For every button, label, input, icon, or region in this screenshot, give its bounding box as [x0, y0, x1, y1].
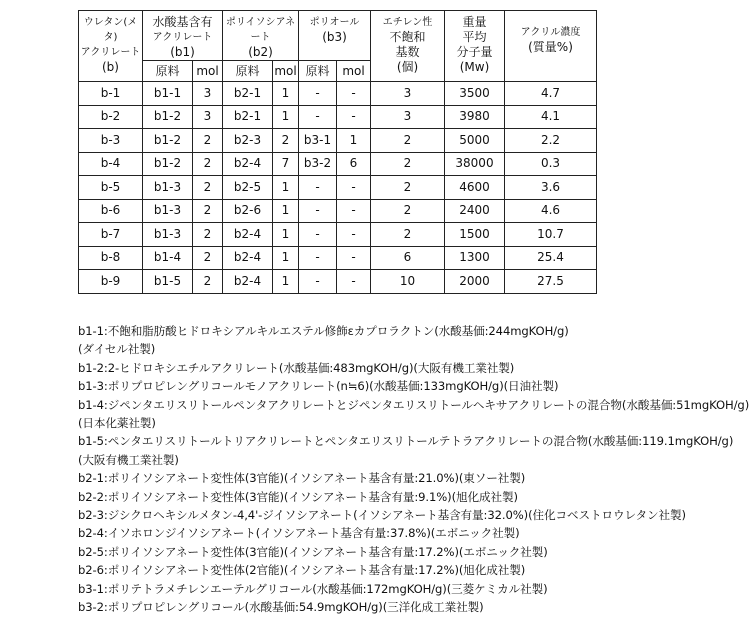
table-cell: b2-1 — [223, 82, 273, 106]
table-row — [79, 82, 597, 106]
table-cell: b1-2 — [143, 105, 193, 129]
table-cell: 2 — [193, 176, 223, 200]
note-line: b2-6:ポリイソシアネート変性体(2官能)(イソシアネート基含有量:17.2%)(旭化成社製) — [78, 561, 638, 579]
table-cell: 4600 — [445, 176, 505, 200]
table-cell: b1-1 — [143, 82, 193, 106]
note-line: b2-3:ジシクロヘキシルメタン-4,4'-ジイソシアネート(イソシアネート基含有量:32.0%)(住化コベストロウレタン社製) — [78, 506, 638, 524]
table-cell: 5000 — [445, 129, 505, 153]
header-mw-line3: 分子量 — [445, 45, 504, 60]
table-row — [79, 223, 597, 247]
table-cell: 4.1 — [505, 105, 597, 129]
spec-table — [78, 10, 597, 294]
table-cell: - — [299, 246, 337, 270]
table-cell: 10.7 — [505, 223, 597, 247]
table-cell: - — [299, 270, 337, 294]
table-cell: 3500 — [445, 82, 505, 106]
table-cell: - — [337, 223, 371, 247]
table-cell: 27.5 — [505, 270, 597, 294]
table-cell: 2.2 — [505, 129, 597, 153]
table-cell: b2-4 — [223, 152, 273, 176]
table-cell: 38000 — [445, 152, 505, 176]
table-row — [79, 176, 597, 200]
table-cell: 1 — [273, 82, 299, 106]
table-cell: 3 — [193, 105, 223, 129]
note-line: b1-5:ペンタエリスリトールトリアクリレートとペンタエリスリトールテトラアクリレートの混合物(水酸基価:119.1mgKOH/g) — [78, 432, 638, 450]
table-cell: - — [299, 223, 337, 247]
header-mw-line2: 平均 — [445, 30, 504, 45]
table-cell: - — [337, 270, 371, 294]
header-conc — [505, 11, 597, 82]
table-cell: b-4 — [79, 152, 143, 176]
header-b3-line2: (b3) — [299, 30, 370, 45]
table-row — [79, 199, 597, 223]
header-b1-line3: (b1) — [143, 45, 222, 60]
table-cell: b1-3 — [143, 223, 193, 247]
table-cell: b2-5 — [223, 176, 273, 200]
note-line: b1-1:不飽和脂肪酸ヒドロキシアルキルエステル修飾εカプロラクトン(水酸基価:244mgKOH/g) — [78, 322, 638, 340]
table-cell: - — [299, 199, 337, 223]
sub-header-cell: mol — [193, 61, 223, 82]
table-cell: b2-1 — [223, 105, 273, 129]
table-cell: 6 — [371, 246, 445, 270]
header-b1-line1: 水酸基含有 — [143, 15, 222, 30]
note-line: b3-1:ポリテトラメチレンエーテルグリコール(水酸基価:172mgKOH/g)(三菱ケミカル社製) — [78, 580, 638, 598]
note-line: b2-4:イソホロンジイソシアネート(イソシアネート基含有量:37.8%)(エボニック社製) — [78, 524, 638, 542]
table-cell: 4.7 — [505, 82, 597, 106]
table-cell: 2 — [193, 223, 223, 247]
table-cell: b1-2 — [143, 152, 193, 176]
table-cell: b2-4 — [223, 246, 273, 270]
header-b-line1: ウレタン(メタ) — [79, 15, 142, 45]
header-b1 — [143, 11, 223, 61]
table-cell: 2 — [193, 199, 223, 223]
note-line: b2-5:ポリイソシアネート変性体(3官能)(イソシアネート基含有量:17.2%)(エボニック社製) — [78, 543, 638, 561]
note-line: b2-2:ポリイソシアネート変性体(3官能)(イソシアネート基含有量:9.1%)(旭化成社製) — [78, 488, 638, 506]
table-cell: b1-3 — [143, 199, 193, 223]
table-row — [79, 270, 597, 294]
header-b2-line1: ポリイソシアネート — [223, 15, 298, 45]
table-cell: 1 — [273, 199, 299, 223]
notes-section — [78, 322, 638, 617]
note-line: (ダイセル社製) — [78, 340, 638, 358]
table-cell: 10 — [371, 270, 445, 294]
table-cell: 7 — [273, 152, 299, 176]
header-unsat-line1: エチレン性 — [371, 15, 444, 30]
sub-header-cell: 原料 — [223, 61, 273, 82]
table-cell: 2000 — [445, 270, 505, 294]
table-cell: 1 — [273, 176, 299, 200]
note-line: b1-3:ポリプロピレングリコールモノアクリレート(n≒6)(水酸基価:133mgKOH/g)(日油社製) — [78, 377, 638, 395]
table-cell: 0.3 — [505, 152, 597, 176]
table-cell: 1 — [273, 223, 299, 247]
table-cell: b3-1 — [299, 129, 337, 153]
sub-header-cell: 原料 — [143, 61, 193, 82]
table-cell: b-2 — [79, 105, 143, 129]
table-cell: 2 — [193, 246, 223, 270]
table-row — [79, 152, 597, 176]
table-cell: 2 — [193, 129, 223, 153]
table-cell: - — [337, 105, 371, 129]
header-mw-line4: (Mw) — [445, 60, 504, 75]
header-mw-line1: 重量 — [445, 15, 504, 30]
header-unsat-line4: (個) — [371, 60, 444, 75]
table-cell: b-3 — [79, 129, 143, 153]
header-unsat-line2: 不飽和 — [371, 30, 444, 45]
table-cell: 2 — [371, 176, 445, 200]
table-row — [79, 105, 597, 129]
header-b2-line2: (b2) — [223, 45, 298, 60]
header-b3 — [299, 11, 371, 61]
table-cell: b2-6 — [223, 199, 273, 223]
header-b1-line2: アクリレート — [143, 30, 222, 45]
table-cell: 2 — [193, 152, 223, 176]
table-cell: b1-2 — [143, 129, 193, 153]
table-cell: b2-4 — [223, 223, 273, 247]
table-cell: b-6 — [79, 199, 143, 223]
header-mw — [445, 11, 505, 82]
table-body — [79, 82, 597, 294]
table-cell: 1300 — [445, 246, 505, 270]
sub-header-cell: mol — [337, 61, 371, 82]
table-cell: b2-4 — [223, 270, 273, 294]
table-cell: b-5 — [79, 176, 143, 200]
header-conc-line2: (質量%) — [505, 40, 596, 55]
header-unsat-line3: 基数 — [371, 45, 444, 60]
table-cell: 2 — [371, 129, 445, 153]
table-cell: 2 — [371, 223, 445, 247]
header-b3-line1: ポリオール — [299, 15, 370, 30]
note-line: (大阪有機工業社製) — [78, 451, 638, 469]
table-cell: - — [299, 105, 337, 129]
note-line: (日本化薬社製) — [78, 414, 638, 432]
table-cell: b-8 — [79, 246, 143, 270]
table-row — [79, 129, 597, 153]
table-cell: 1 — [337, 129, 371, 153]
table-cell: 1 — [273, 105, 299, 129]
table-cell: 2 — [371, 152, 445, 176]
table-cell: 1 — [273, 246, 299, 270]
sub-header-cell: mol — [273, 61, 299, 82]
table-cell: - — [337, 82, 371, 106]
table-cell: 2 — [371, 199, 445, 223]
table-cell: - — [299, 176, 337, 200]
table-cell: b-9 — [79, 270, 143, 294]
table-cell: 3 — [371, 105, 445, 129]
table-cell: - — [337, 199, 371, 223]
note-line: b1-4:ジペンタエリスリトールペンタアクリレートとジペンタエリスリトールヘキサアクリレートの混合物(水酸基価:51mgKOH/g) — [78, 396, 638, 414]
header-b2 — [223, 11, 299, 61]
table-cell: - — [337, 246, 371, 270]
table-cell: 25.4 — [505, 246, 597, 270]
note-line: b2-1:ポリイソシアネート変性体(3官能)(イソシアネート基含有量:21.0%)(東ソー社製) — [78, 469, 638, 487]
table-cell: 2 — [193, 270, 223, 294]
table-cell: - — [299, 82, 337, 106]
header-b-line3: (b) — [79, 60, 142, 75]
header-b-line2: アクリレート — [79, 45, 142, 60]
table-cell: 3 — [371, 82, 445, 106]
table-cell: 4.6 — [505, 199, 597, 223]
header-row — [79, 11, 597, 61]
table-cell: b1-3 — [143, 176, 193, 200]
header-unsat — [371, 11, 445, 82]
table-cell: b3-2 — [299, 152, 337, 176]
table-cell: 3.6 — [505, 176, 597, 200]
table-cell: 2400 — [445, 199, 505, 223]
table-cell: b1-5 — [143, 270, 193, 294]
table-row — [79, 246, 597, 270]
header-b — [79, 11, 143, 82]
table-cell: - — [337, 176, 371, 200]
note-line: b3-2:ポリプロピレングリコール(水酸基価:54.9mgKOH/g)(三洋化成工業社製) — [78, 598, 638, 616]
table-cell: b1-4 — [143, 246, 193, 270]
sub-header-cell: 原料 — [299, 61, 337, 82]
table-cell: 1 — [273, 270, 299, 294]
table-cell: b-7 — [79, 223, 143, 247]
note-line: b1-2:2-ヒドロキシエチルアクリレート(水酸基価:483mgKOH/g)(大阪有機工業社製) — [78, 359, 638, 377]
table-cell: 3 — [193, 82, 223, 106]
table-cell: 3980 — [445, 105, 505, 129]
table-cell: b-1 — [79, 82, 143, 106]
table-cell: 2 — [273, 129, 299, 153]
header-conc-line1: アクリル濃度 — [505, 25, 596, 40]
table-cell: 6 — [337, 152, 371, 176]
table-cell: 1500 — [445, 223, 505, 247]
table-cell: b2-3 — [223, 129, 273, 153]
